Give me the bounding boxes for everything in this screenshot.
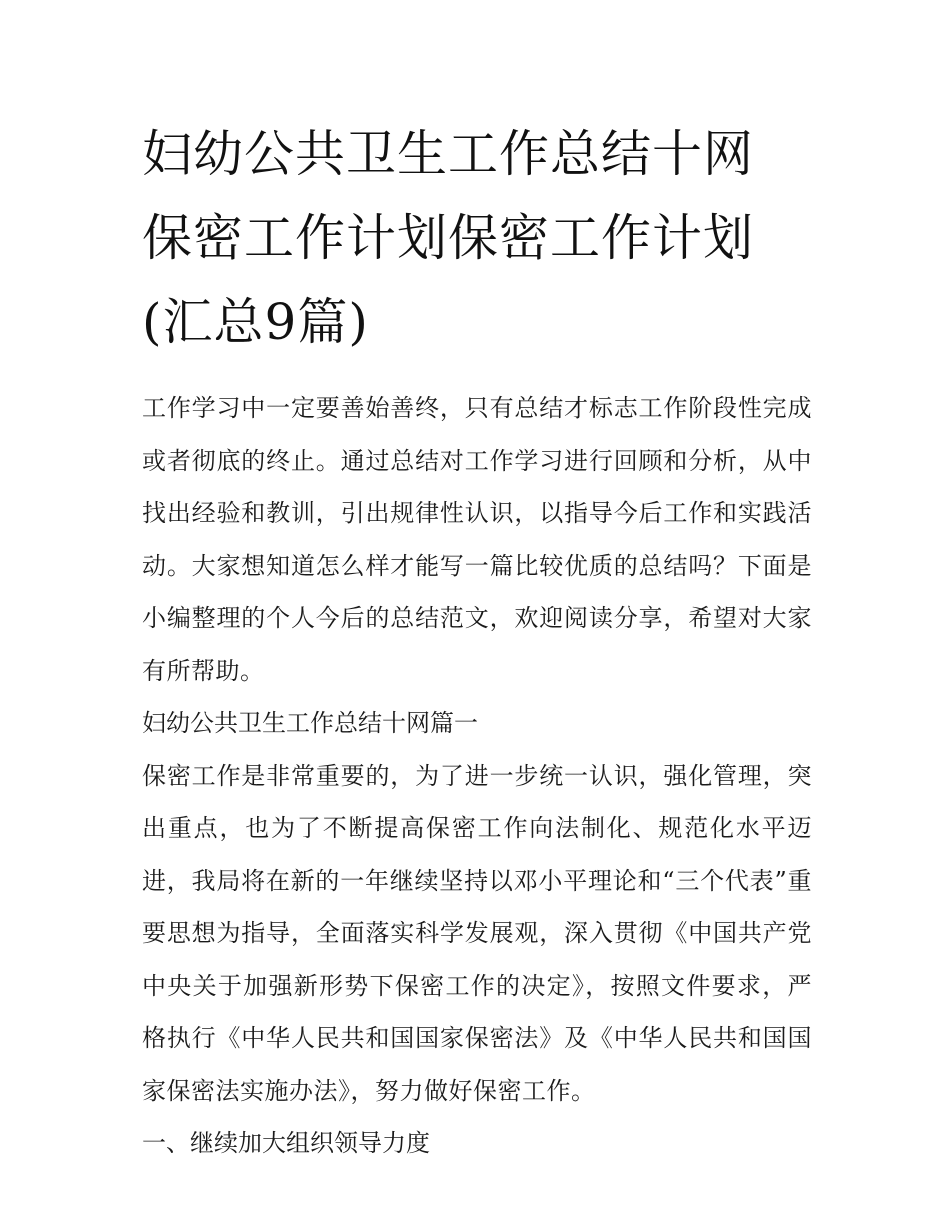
- body-paragraph: 保密工作是非常重要的，为了进一步统一认识，强化管理，突出重点，也为了不断提高保密工作向法制化、规范化水平迈进，我局将在新的一年继续坚持以邓小平理论和“三个代表”重要思想为指导，全面落实科学发展观，深入贯彻《中国共产党中央关于加强新形势下保密工作的决定》，按照文件要求，严格执行《中华人民共和国国家保密法》及《中华人民共和国国家保密法实施办法》，努力做好保密工作。: [142, 761, 812, 1105]
- intro-paragraph: 工作学习中一定要善始善终，只有总结才标志工作阶段性完成或者彻底的终止。通过总结对工作学习进行回顾和分析，从中找出经验和教训，引出规律性认识，以指导今后工作和实践活动。大家想知道怎么样才能写一篇比较优质的总结吗？下面是小编整理的个人今后的总结范文，欢迎阅读分享，希望对大家有所帮助。: [142, 394, 812, 685]
- document-page: [142, 112, 812, 1170]
- document-title: 妇幼公共卫生工作总结十网 保密工作计划保密工作计划(汇总9篇): [142, 125, 754, 351]
- section-title: 妇幼公共卫生工作总结十网篇一: [142, 709, 478, 737]
- subheading: 一、继续加大组织领导力度: [142, 1129, 430, 1157]
